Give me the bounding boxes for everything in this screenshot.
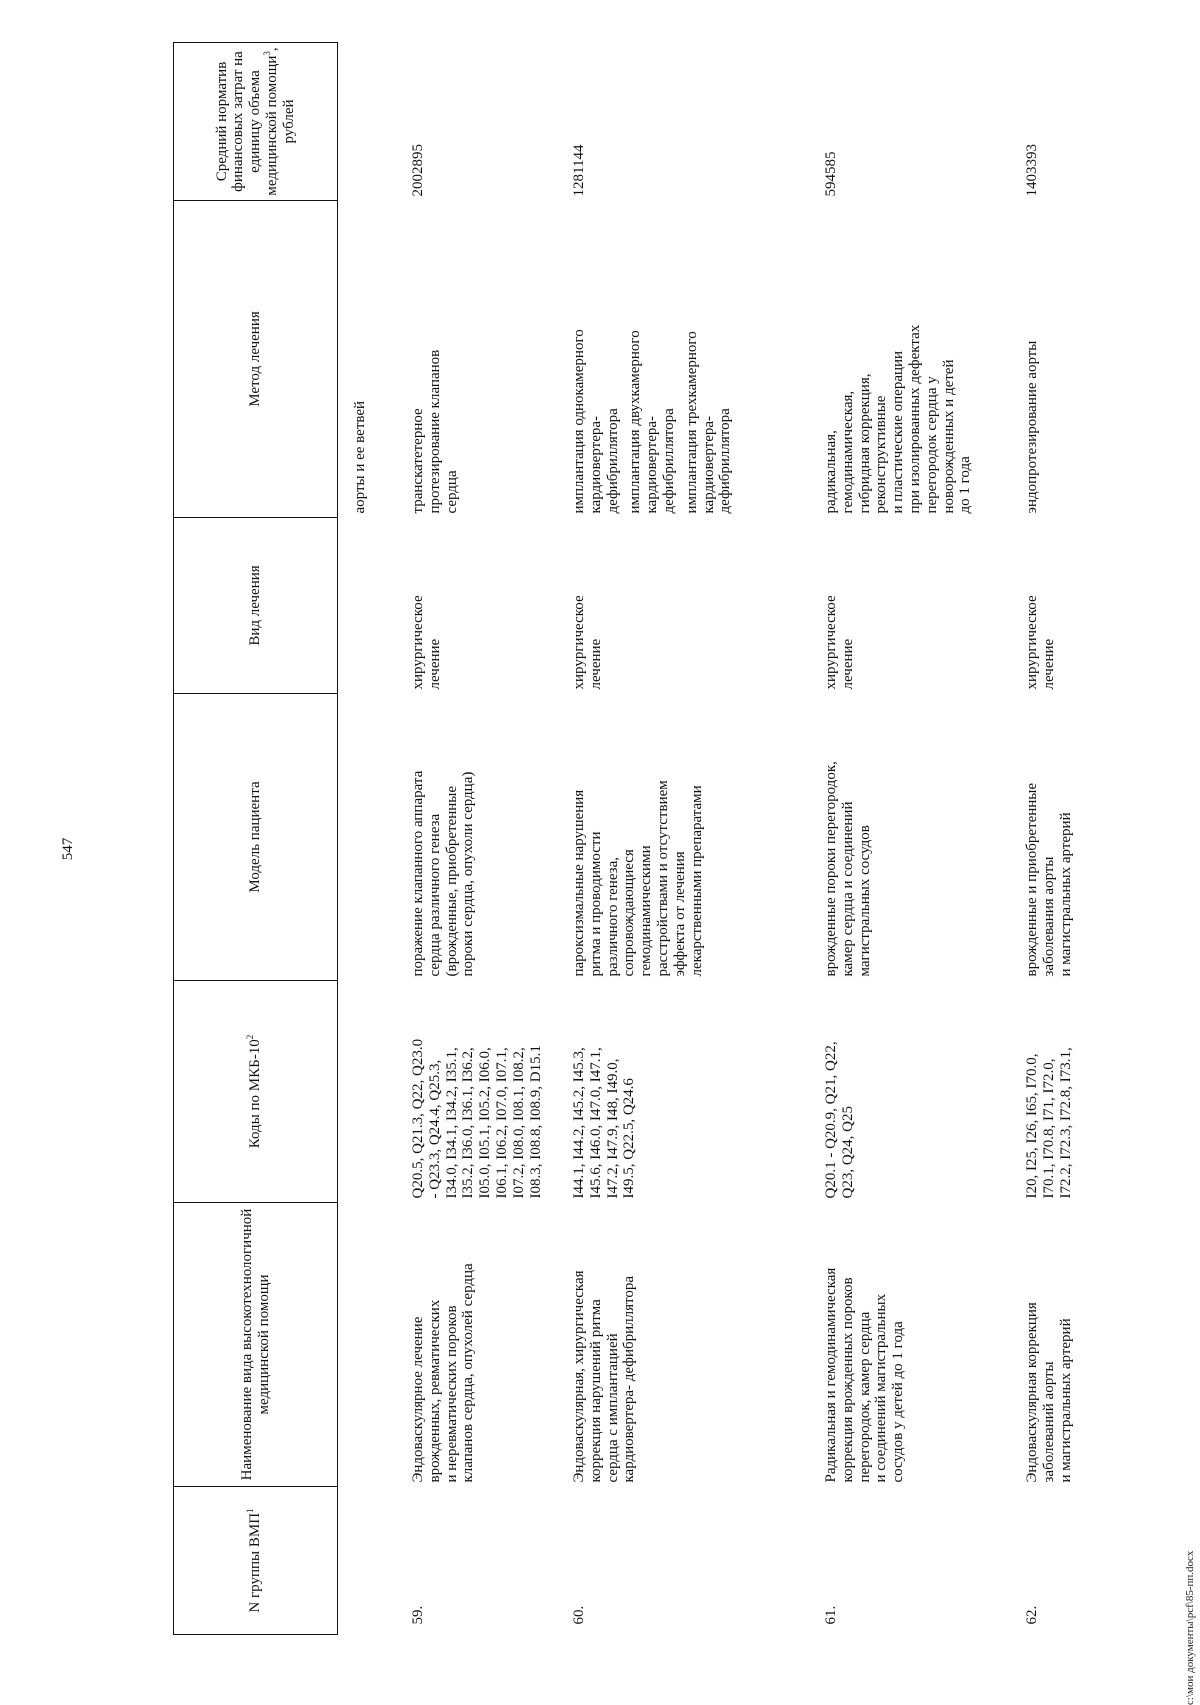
vmp-table bbox=[173, 42, 1200, 1635]
header-patient-model: Модель пациента bbox=[174, 694, 338, 981]
treatment-method: имплантация однокамерного кардиовертера- дефибриллятора имплантация двухкамерного кардиовертера- дефибриллятора имплантация трехкамерного кардиовертера- дефибриллятора bbox=[571, 329, 734, 514]
header-icd-codes: Коды по МКБ-$10^2$ bbox=[174, 981, 338, 1203]
table-row bbox=[563, 43, 815, 1635]
header-treatment-method: Метод лечения bbox=[174, 201, 338, 518]
group-number: 62. bbox=[1024, 1605, 1040, 1625]
vmp-name: Эндоваскулярная, хирургическая коррекция нарушений ритма сердца с имплантацией кардиовертера- дефибриллятора bbox=[571, 1270, 638, 1483]
icd-codes: Q20.5, Q21.3, Q22, Q23.0 - Q23.3, Q24.4, Q25.3, I34.0, I34.1, I34.2, I35.1, I35.2, I36.0, I36.1, I36.2, I05.0, I05.1, I05.2, I06.0, I06.1, I06.2, I07.0, I07.1, I07.2, I08.0, I08.1, I08.2, I08.3, I08.8, I08.9, D15.1 bbox=[410, 1038, 544, 1199]
patient-model: врожденные и приобретенные заболевания аорты и магистральных артерий bbox=[1024, 782, 1074, 977]
treatment-method: транскатетерное протезирование клапанов сердца bbox=[410, 349, 460, 514]
vmp-name: Эндоваскулярная коррекция заболеваний аорты и магистральных артерий bbox=[1024, 1302, 1074, 1483]
treatment-method: эндопротезирование аорты bbox=[1024, 340, 1040, 514]
treatment-type: хирургическое лечение bbox=[571, 595, 604, 690]
average-cost: 1403393 bbox=[1024, 144, 1040, 197]
page-number: 547 bbox=[60, 837, 76, 861]
treatment-type: хирургическое лечение bbox=[410, 595, 443, 690]
icd-codes: I20, I25, I26, I65, I70.0, I70.1, I70.8, I71, I72.0, I72.2, I72.3, I72.8, I73.1, bbox=[1024, 1047, 1074, 1199]
table-header-row bbox=[174, 43, 338, 1635]
table-row bbox=[402, 43, 563, 1635]
header-group-number: N группы ВМП$^1$ bbox=[174, 1487, 338, 1635]
average-cost: 594585 bbox=[823, 151, 839, 197]
patient-model: врожденные пороки перегородок, камер сердца и соединений магистральных сосудов bbox=[823, 761, 873, 977]
rotated-table-page bbox=[173, 43, 1200, 1635]
treatment-method: радикальная, гемодинамическая, гибридная коррекция, реконструктивные и пластические операции при изолированных дефектах перегородок сердца у новорожденных и детей до 1 года bbox=[823, 324, 974, 514]
treatment-type: хирургическое лечение bbox=[1024, 595, 1057, 690]
treatment-type: хирургическое лечение bbox=[823, 595, 856, 690]
method-continuation: аорты и ее ветвей bbox=[352, 400, 368, 514]
header-average-cost: Средний норматив финансовых затрат на единицу объема медицинской помощи$^3$, рублей bbox=[174, 43, 338, 201]
vmp-name: Эндоваскулярное лечение врожденных, ревматических и неревматических пороков клапанов сердца, опухолей сердца bbox=[410, 1263, 477, 1483]
vmp-name: Радикальная и гемодинамическая коррекция врожденных пороков перегородок, камер сердца и соединений магистральных сосудов у детей до 1 года bbox=[823, 1267, 907, 1483]
header-treatment-type: Вид лечения bbox=[174, 518, 338, 694]
average-cost: 2002895 bbox=[410, 144, 426, 197]
table-row-continuation bbox=[338, 43, 403, 1635]
group-number: 59. bbox=[410, 1605, 426, 1625]
footer-file-path: c:\мои документы\рсf\85-пп.docx bbox=[1184, 1550, 1196, 1705]
group-number: 61. bbox=[823, 1605, 839, 1625]
patient-model: поражение клапанного аппарата сердца различного генеза (врожденные, приобретенные пороки сердца, опухоли сердца) bbox=[410, 770, 477, 977]
group-number: 60. bbox=[571, 1605, 587, 1625]
header-vmp-name: Наименование вида высокотехнологичной медицинской помощи bbox=[174, 1203, 338, 1487]
table-row bbox=[815, 43, 1016, 1635]
table-row bbox=[1016, 43, 1200, 1635]
icd-codes: Q20.1 - Q20.9, Q21, Q22, Q23, Q24, Q25 bbox=[823, 1041, 856, 1199]
patient-model: пароксизмальные нарушения ритма и проводимости различного генеза, сопровождающиеся гемодинамическими расстройствами и отсутствием эффекта от лечения лекарственными препаратами bbox=[571, 780, 705, 977]
icd-codes: I44.1, I44.2, I45.2, I45.3, I45.6, I46.0, I47.0, I47.1, I47.2, I47.9, I48, I49.0, I49.5, Q22.5, Q24.6 bbox=[571, 1047, 638, 1199]
average-cost: 1281144 bbox=[571, 144, 587, 197]
